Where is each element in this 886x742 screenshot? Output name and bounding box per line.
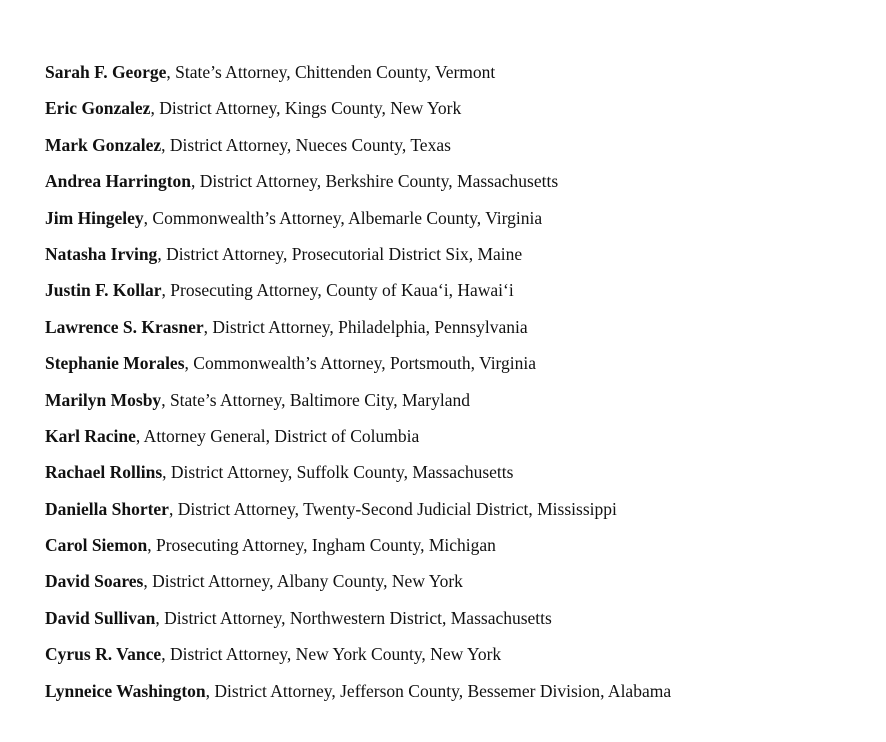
- signatory-name: David Sullivan: [45, 607, 156, 628]
- signatory-entry: [45, 170, 875, 206]
- signatory-title: , State’s Attorney, Chittenden County, Vermont: [166, 62, 496, 82]
- signatory-list: [45, 61, 875, 716]
- signatory-name: Natasha Irving: [45, 243, 158, 264]
- signatory-title: , District Attorney, Nueces County, Texas: [161, 134, 451, 155]
- signatory-entry: [45, 570, 875, 606]
- signatory-name: Andrea Harrington: [45, 171, 191, 192]
- signatory-entry: [45, 352, 875, 388]
- signatory-title: , Commonwealth’s Attorney, Portsmouth, Virginia: [184, 353, 537, 374]
- signatory-entry: [45, 316, 875, 352]
- signatory-entry: [45, 279, 875, 315]
- signatory-entry: [45, 61, 875, 97]
- signatory-name: David Soares: [45, 571, 144, 592]
- signatory-title: , District Attorney, Prosecutorial District Six, Maine: [157, 243, 523, 264]
- signatory-name: Lynneice Washington: [45, 680, 206, 701]
- signatory-entry: [45, 207, 875, 243]
- signatory-name: Eric Gonzalez: [45, 98, 151, 119]
- signatory-name: Justin F. Kollar: [45, 280, 162, 301]
- signatory-name: Carol Siemon: [45, 535, 148, 556]
- signatory-name: Lawrence S. Krasner: [45, 316, 204, 337]
- signatory-title: , Prosecuting Attorney, Ingham County, Michigan: [147, 535, 496, 556]
- signatory-entry: [45, 461, 875, 497]
- signatory-entry: [45, 389, 875, 425]
- signatory-entry: [45, 534, 875, 570]
- signatory-name: Jim Hingeley: [45, 207, 144, 228]
- signatory-name: Cyrus R. Vance: [45, 644, 162, 665]
- signatory-name: Rachael Rollins: [45, 462, 163, 483]
- signatory-entry: [45, 97, 875, 133]
- signatory-title: , State’s Attorney, Baltimore City, Maryland: [161, 389, 470, 410]
- signatory-name: Karl Racine: [45, 425, 136, 446]
- signatory-title: , Commonwealth’s Attorney, Albemarle County, Virginia: [143, 207, 543, 228]
- signatory-title: , District Attorney, Twenty-Second Judicial District, Mississippi: [168, 498, 617, 519]
- signatory-name: Stephanie Morales: [45, 353, 185, 374]
- signatory-title: , District Attorney, Suffolk County, Massachusetts: [162, 462, 514, 483]
- signatory-name: Marilyn Mosby: [45, 389, 162, 410]
- signatory-title: , District Attorney, Northwestern District, Massachusetts: [155, 607, 552, 628]
- signatory-entry: [45, 498, 875, 534]
- signatory-title: , Attorney General, District of Columbia: [135, 425, 420, 446]
- signatory-title: , District Attorney, Berkshire County, Massachusetts: [191, 171, 559, 192]
- signatory-title: , District Attorney, New York County, New York: [161, 644, 502, 665]
- signatory-entry: [45, 243, 875, 279]
- signatory-title: , Prosecuting Attorney, County of Kauaʻi, Hawaiʻi: [161, 280, 514, 301]
- signatory-title: , District Attorney, Kings County, New York: [150, 98, 462, 119]
- signatory-title: , District Attorney, Jefferson County, Bessemer Division, Alabama: [205, 680, 672, 701]
- signatory-entry: [45, 607, 875, 643]
- signatory-entry: [45, 134, 875, 170]
- signatory-name: Daniella Shorter: [45, 498, 169, 519]
- signatory-title: , District Attorney, Albany County, New York: [143, 571, 463, 592]
- signatory-entry: [45, 643, 875, 679]
- signatory-name: Mark Gonzalez: [45, 134, 162, 155]
- signatory-entry: [45, 425, 875, 461]
- signatory-title: , District Attorney, Philadelphia, Pennsylvania: [203, 316, 528, 337]
- signatory-name: Sarah F. George: [45, 62, 167, 82]
- signatory-entry: [45, 680, 875, 716]
